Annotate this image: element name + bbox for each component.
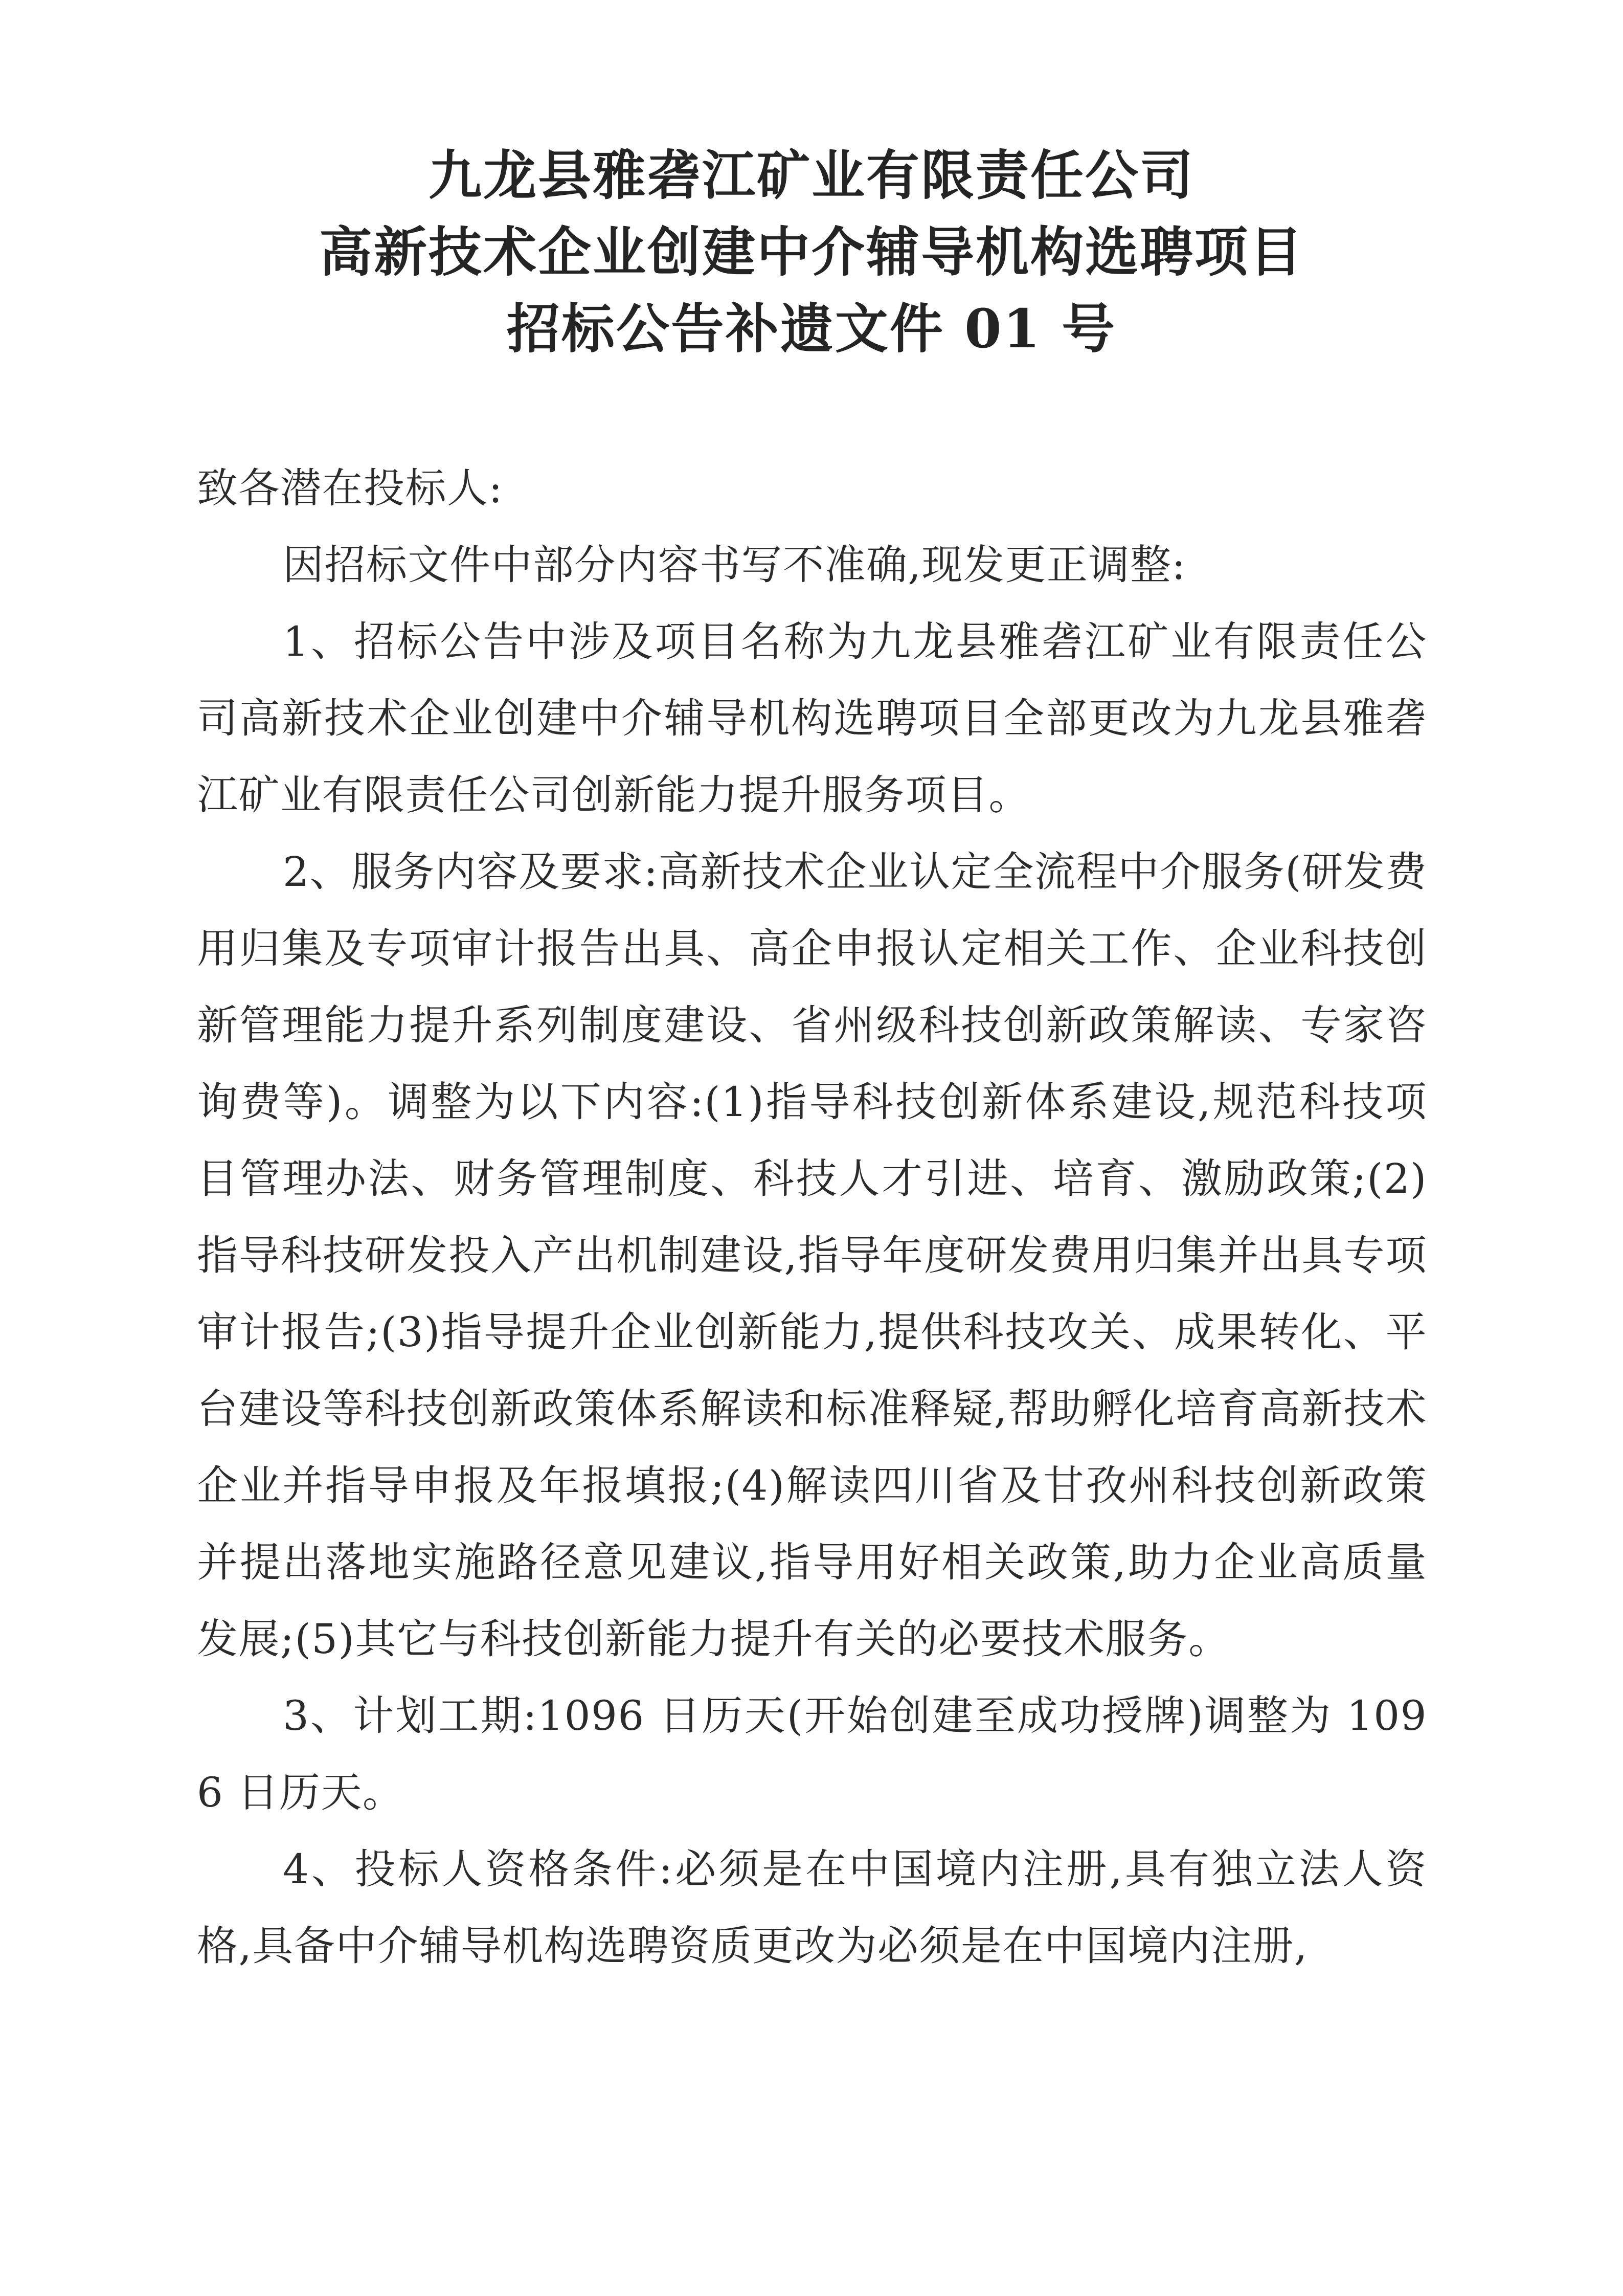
- document-body: [197, 450, 1427, 1985]
- title-line-1: 九龙县雅砻江矿业有限责任公司: [428, 144, 1194, 207]
- document-title: [0, 137, 1623, 367]
- clause-item-2: 2、服务内容及要求:高新技术企业认定全流程中介服务(研发费用归集及专项审计报告出具、高企申报认定相关工作、企业科技创新管理能力提升系列制度建设、省州级科技创新政策解读、专家咨询费等)。调整为以下内容:(1)指导科技创新体系建设,规范科技项目管理办法、财务管理制度、科技人才引进、培育、激励政策;(2)指导科技研发投入产出机制建设,指导年度研发费用归集并出具专项审计报告;(3)指导提升企业创新能力,提供科技攻关、成果转化、平台建设等科技创新政策体系解读和标准释疑,帮助孵化培育高新技术企业并指导申报及年报填报;(4)解读四川省及甘孜州科技创新政策并提出落地实施路径意见建议,指导用好相关政策,助力企业高质量发展;(5)其它与科技创新能力提升有关的必要技术服务。: [197, 848, 1427, 1663]
- intro-paragraph: 因招标文件中部分内容书写不准确,现发更正调整:: [283, 541, 1186, 589]
- title-line-3: 招标公告补遗文件 01 号: [506, 297, 1117, 360]
- clause-item-4: 4、投标人资格条件:必须是在中国境内注册,具有独立法人资格,具备中介辅导机构选聘资质更改为必须是在中国境内注册,: [197, 1845, 1427, 1970]
- title-line-2: 高新技术企业创建中介辅导机构选聘项目: [319, 220, 1304, 283]
- clause-item-3: 3、计划工期:1096 日历天(开始创建至成功授牌)调整为 1096 日历天。: [197, 1692, 1427, 1816]
- clause-item-1: 1、招标公告中涉及项目名称为九龙县雅砻江矿业有限责任公司高新技术企业创建中介辅导机构选聘项目全部更改为九龙县雅砻江矿业有限责任公司创新能力提升服务项目。: [197, 618, 1427, 819]
- salutation: 致各潜在投标人:: [197, 464, 503, 512]
